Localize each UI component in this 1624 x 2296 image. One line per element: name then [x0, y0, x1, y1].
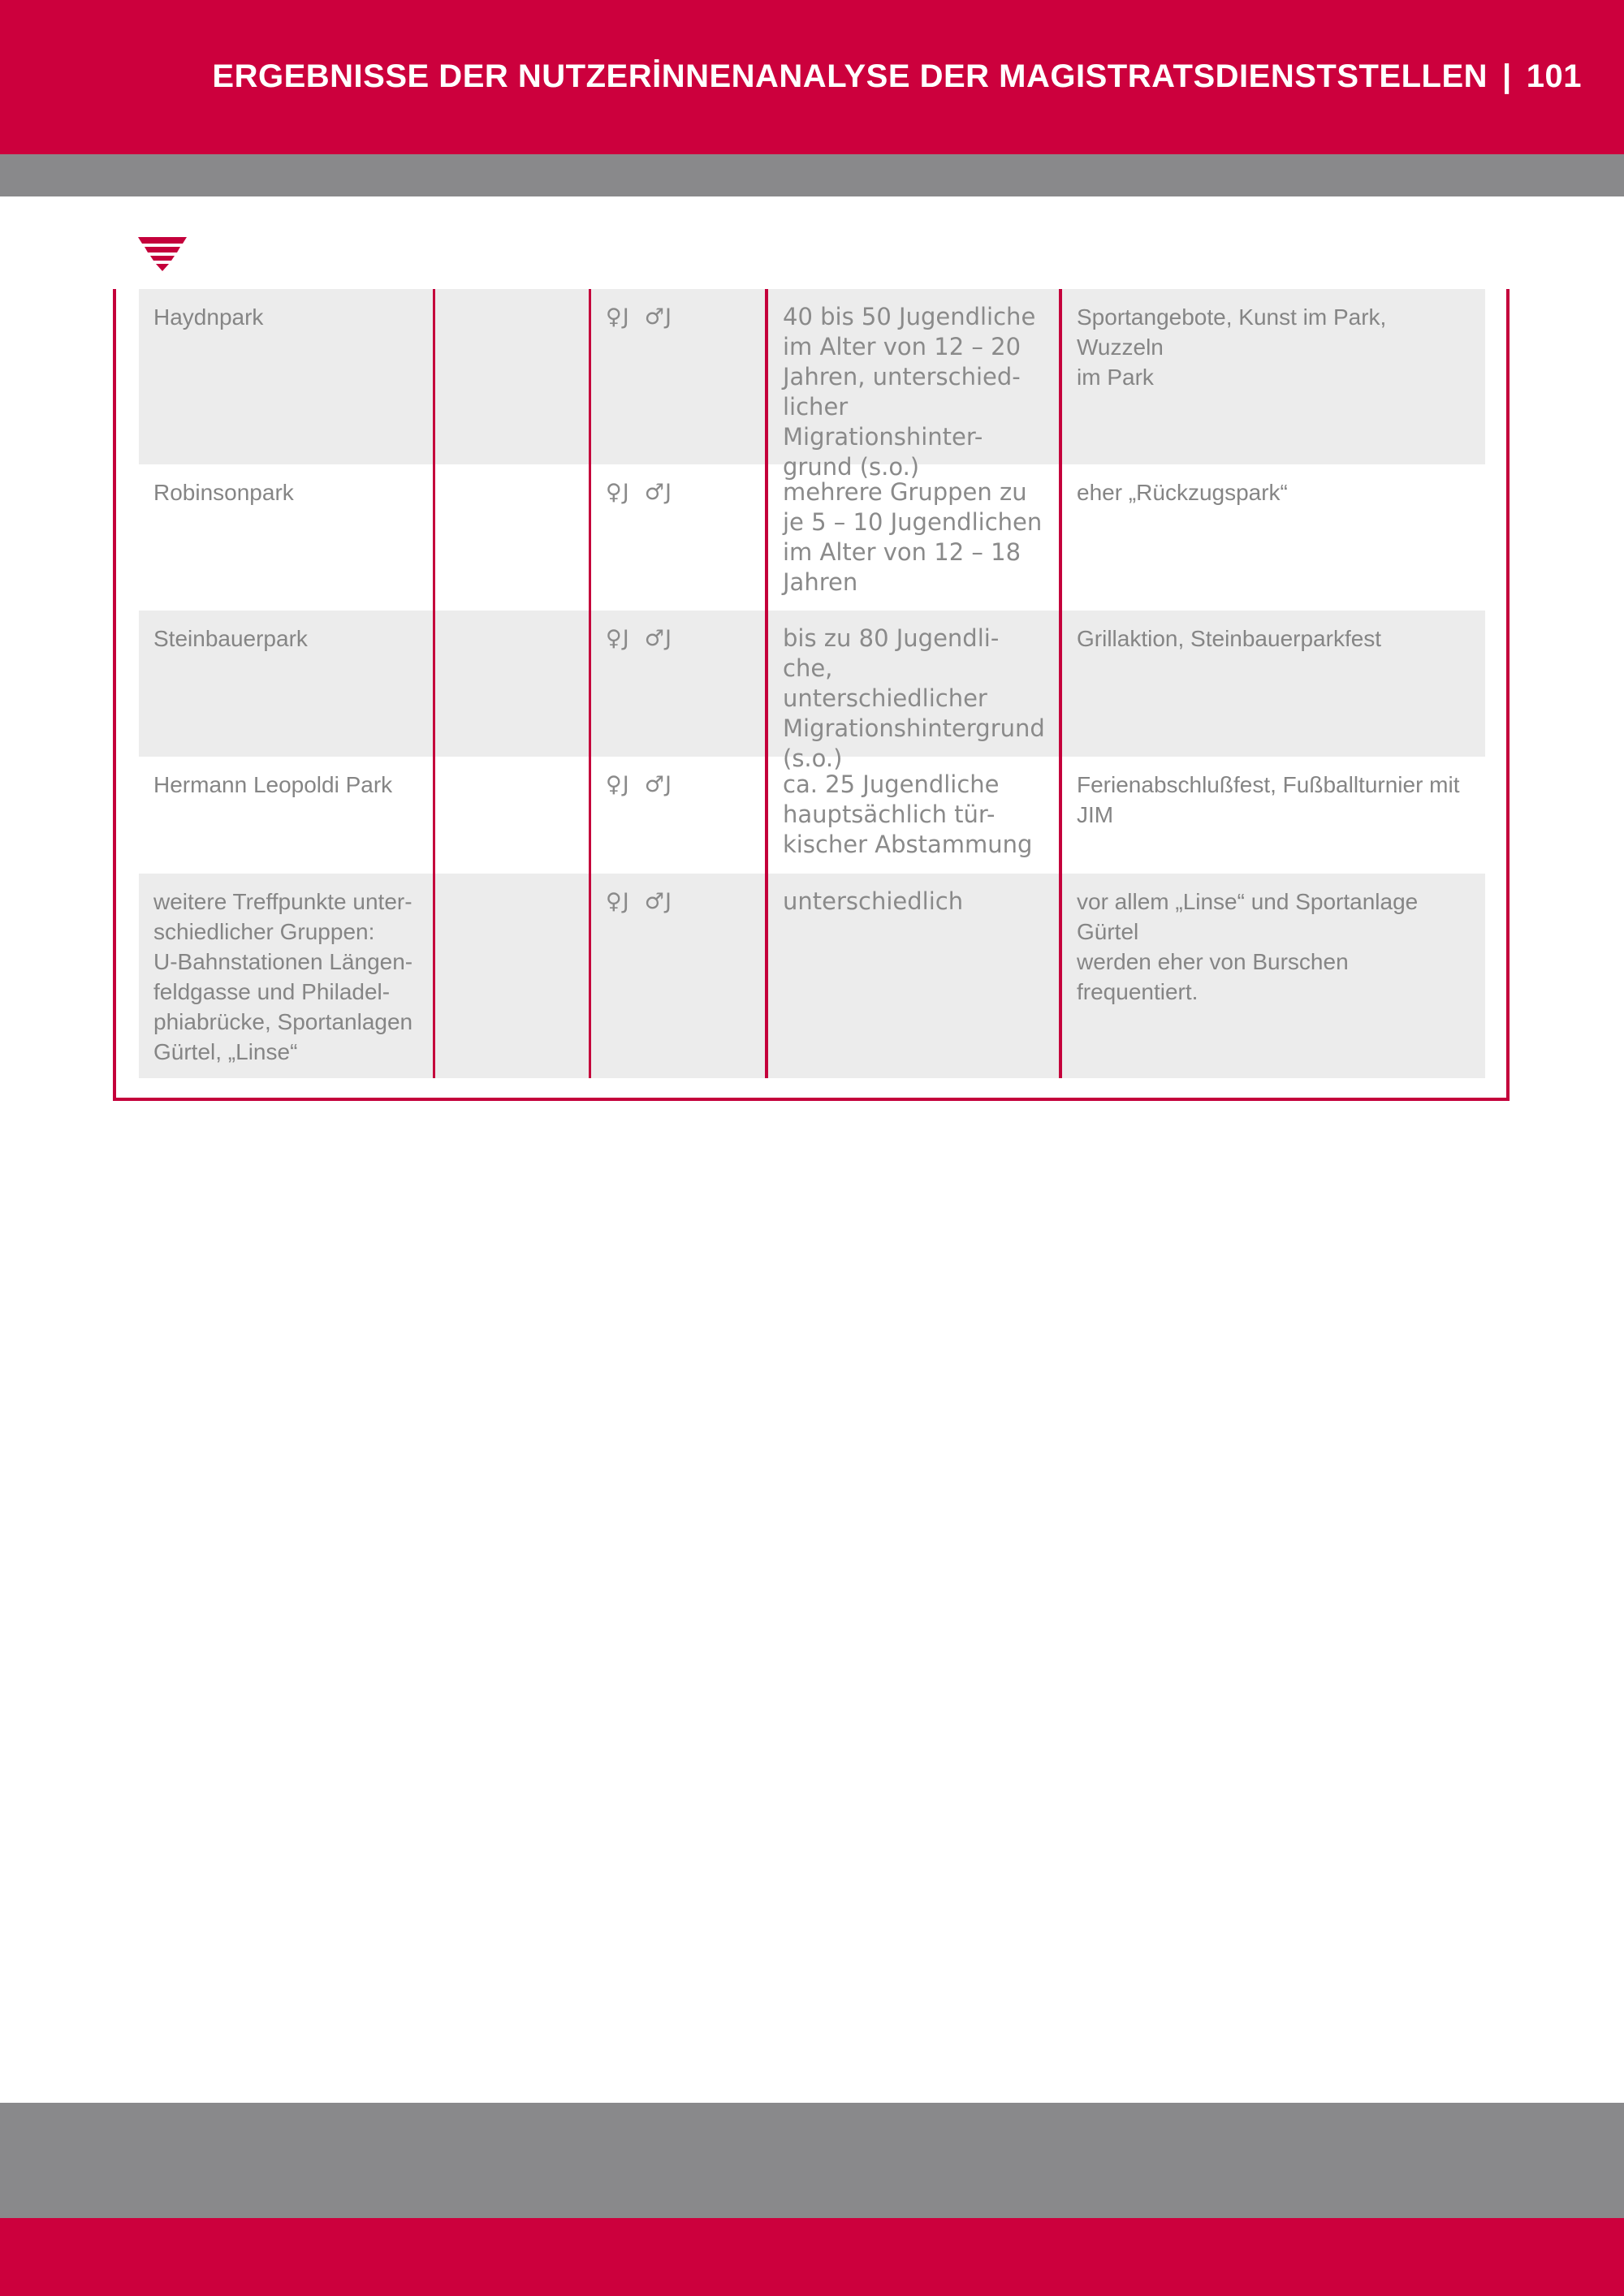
place-line: Robinsonpark: [153, 480, 294, 505]
activities-cell: [1059, 611, 1485, 757]
place-line: Gürtel, „Linse“: [153, 1039, 298, 1064]
header-grey-band: [0, 154, 1624, 196]
place-line: phiabrücke, Sportanlagen: [153, 1009, 413, 1034]
activities-line: Grillaktion, Steinbauerparkfest: [1077, 626, 1382, 651]
place-cell: [139, 289, 433, 464]
female-symbol: ♀J: [606, 772, 630, 797]
gender-cell: [589, 464, 765, 611]
gender-cell: [589, 289, 765, 464]
place-line: Hermann Leopoldi Park: [153, 772, 393, 797]
place-cell: [139, 611, 433, 757]
male-symbol: ♂J: [644, 480, 672, 505]
female-symbol: ♀J: [606, 480, 630, 505]
gender-cell: [589, 757, 765, 874]
parks-table: [139, 289, 1485, 1078]
place-cell: [139, 464, 433, 611]
male-symbol: ♂J: [644, 626, 672, 651]
activities-cell: [1059, 464, 1485, 611]
empty-cell: [433, 464, 589, 611]
activities-line: Sportangebote, Kunst im Park, Wuzzeln: [1077, 304, 1387, 360]
activities-line: werden eher von Burschen frequentiert.: [1077, 949, 1349, 1004]
place-cell: [139, 757, 433, 874]
header-title: ERGEBNISSE DER NUTZERİNNENANALYSE DER MAGISTRATSDIENSTSTELLEN: [212, 58, 1488, 94]
female-symbol: ♀J: [606, 889, 630, 914]
place-cell: [139, 874, 433, 1078]
activities-cell: [1059, 757, 1485, 874]
place-line: U-Bahnstationen Längen-: [153, 949, 413, 974]
description-cell: unterschiedlich: [765, 874, 1059, 1078]
description-cell: mehrere Gruppen zu je 5 – 10 Jugendlichen im Alter von 12 – 18 Jahren: [765, 464, 1059, 611]
male-symbol: ♂J: [644, 772, 672, 797]
female-symbol: ♀J: [606, 304, 630, 330]
table-row: [139, 757, 1485, 874]
activities-cell: [1059, 874, 1485, 1078]
table-row: [139, 874, 1485, 1078]
table-row: [139, 464, 1485, 611]
male-symbol: ♂J: [644, 889, 672, 914]
activities-line: eher „Rückzugspark“: [1077, 480, 1288, 505]
triangle-stripes-icon: [138, 237, 187, 271]
activities-cell: [1059, 289, 1485, 464]
description-cell: bis zu 80 Jugendli-che, unterschiedlicher Migrationshintergrund (s.o.): [765, 611, 1059, 757]
table-row: [139, 611, 1485, 772]
activities-line: vor allem „Linse“ und Sportanlage Gürtel: [1077, 889, 1419, 944]
header-separator: |: [1502, 58, 1512, 94]
male-symbol: ♂J: [644, 304, 672, 330]
empty-cell: [433, 289, 589, 464]
place-line: feldgasse und Philadel-: [153, 979, 391, 1004]
table-row: [139, 289, 1485, 481]
empty-cell: [433, 611, 589, 757]
empty-cell: [433, 757, 589, 874]
running-header: [212, 58, 1582, 95]
description-cell: ca. 25 Jugendliche hauptsächlich tür-kischer Abstammung: [765, 757, 1059, 874]
place-line: Haydnpark: [153, 304, 264, 330]
place-line: schiedlicher Gruppen:: [153, 919, 375, 944]
gender-cell: [589, 611, 765, 757]
description-cell: 40 bis 50 Jugendliche im Alter von 12 – 20 Jahren, unterschied-licher Migrationshinter-grund (s.o.): [765, 289, 1059, 464]
footer-band: [0, 2218, 1624, 2296]
female-symbol: ♀J: [606, 626, 630, 651]
place-line: Steinbauerpark: [153, 626, 308, 651]
empty-cell: [433, 874, 589, 1078]
activities-line: Ferienabschlußfest, Fußballturnier mit JIM: [1077, 772, 1460, 827]
page-number: 101: [1526, 58, 1582, 94]
footer-grey-band: [0, 2103, 1624, 2218]
activities-line: im Park: [1077, 365, 1154, 390]
place-line: weitere Treffpunkte unter-: [153, 889, 412, 914]
gender-cell: [589, 874, 765, 1078]
